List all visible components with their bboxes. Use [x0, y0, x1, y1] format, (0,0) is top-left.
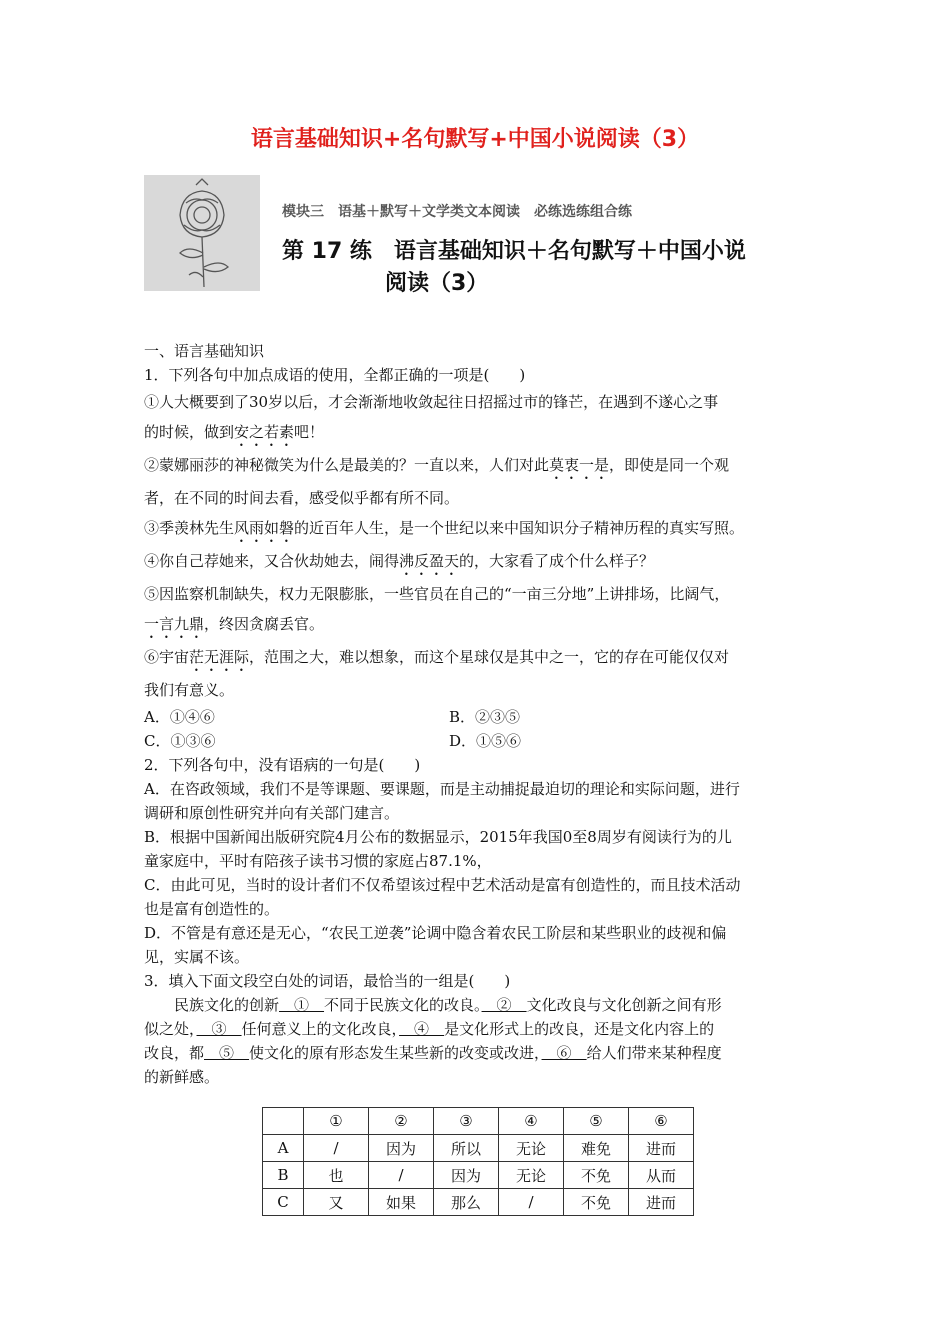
q2-option-b-cont: 童家庭中，平时有陪孩子读书习惯的家庭占87.1%，	[144, 852, 492, 870]
table-cell: 进而	[629, 1135, 694, 1162]
table-cell	[263, 1108, 304, 1135]
option-c: C．①③⑥	[144, 732, 216, 750]
content-body	[144, 339, 809, 1089]
dotted-idiom: 莫衷一是	[549, 456, 610, 474]
module-line: 模块三 语基＋默写＋文学类文本阅读 必练选练组合练	[282, 204, 632, 220]
exercise-title-continued: 阅读（3）	[385, 271, 489, 296]
q2-option-c-cont: 也是富有创造性的。	[144, 900, 280, 918]
question-1-stem: 1．下列各句中加点成语的使用，全都正确的一项是( )	[144, 366, 526, 384]
dotted-idiom: 一言九鼎	[144, 615, 205, 633]
table-row	[263, 1135, 694, 1162]
table-cell: /	[499, 1189, 564, 1216]
dotted-idiom: 风雨如磐	[234, 519, 295, 537]
table-cell: 也	[304, 1162, 369, 1189]
q1-sentence-4: ④你自己荐她来，又合伙劫她去，闹得沸反盈天的，大家看了成个什么样子？	[144, 552, 655, 570]
blank-6: ⑥	[541, 1044, 587, 1062]
q2-option-c: C．由此可见，当时的设计者们不仅希望该过程中艺术活动是富有创造性的，而且技术活动	[144, 876, 741, 894]
dotted-idiom: 沸反盈天	[399, 552, 460, 570]
q2-option-d: D．不管是有意还是无心，“农民工逆袭”论调中隐含着农民工阶层和某些职业的歧视和偏	[144, 924, 727, 942]
rose-illustration	[144, 175, 260, 291]
blank-5: ⑤	[204, 1044, 250, 1062]
table-cell: 从而	[629, 1162, 694, 1189]
dotted-idiom: 茫无涯际	[189, 648, 250, 666]
q1-options-row-2	[144, 729, 809, 753]
rose-icon	[144, 175, 260, 291]
blank-1: ①	[279, 996, 325, 1014]
q3-passage-line-4: 的新鲜感。	[144, 1068, 220, 1086]
section-heading: 一、语言基础知识	[144, 342, 265, 360]
q1-sentence-6: ⑥宇宙茫无涯际，范围之大，难以想象，而这个星球仅是其中之一，它的存在可能仅仅对	[144, 648, 730, 666]
table-cell: B	[263, 1162, 304, 1189]
q2-option-a: A．在咨政领域，我们不是等课题、要课题，而是主动捕捉最迫切的理论和实际问题，进行	[144, 780, 740, 798]
option-a: A．①④⑥	[144, 708, 215, 726]
blank-3: ③	[196, 1020, 242, 1038]
q1-sentence-6-cont: 我们有意义。	[144, 681, 235, 699]
option-b: B．②③⑤	[449, 708, 521, 726]
q1-sentence-3: ③季羡林先生风雨如磐的近百年人生，是一个世纪以来中国知识分子精神历程的真实写照。	[144, 519, 745, 537]
q1-sentence-2-cont: 者，在不同的时间去看，感受似乎都有所不同。	[144, 489, 460, 507]
q1-sentence-5: ⑤因监察机制缺失，权力无限膨胀，一些官员在自己的“一亩三分地”上讲排场，比阔气，	[144, 585, 730, 603]
table-cell: ④	[499, 1108, 564, 1135]
table-cell: ③	[434, 1108, 499, 1135]
table-header-row	[263, 1108, 694, 1135]
q2-option-a-cont: 调研和原创性研究并向有关部门建言。	[144, 804, 400, 822]
table-cell: 又	[304, 1189, 369, 1216]
q1-sentence-1: ①人大概要到了30岁以后，才会渐渐地收敛起往日招摇过市的锋芒，在遇到不遂心之事	[144, 393, 719, 411]
q3-passage-line-1: 民族文化的创新 ① 不同于民族文化的改良。 ② 文化改良与文化创新之间有形	[174, 996, 722, 1014]
table-cell: C	[263, 1189, 304, 1216]
question-3-stem: 3．填入下面文段空白处的词语，最恰当的一组是( )	[144, 972, 511, 990]
blank-2: ②	[481, 996, 527, 1014]
table-cell: 不免	[564, 1189, 629, 1216]
table-cell: 如果	[369, 1189, 434, 1216]
table-cell: ①	[304, 1108, 369, 1135]
dotted-idiom: 安之若素	[234, 423, 295, 441]
table-cell: 不免	[564, 1162, 629, 1189]
table-cell: ⑤	[564, 1108, 629, 1135]
table-cell: ②	[369, 1108, 434, 1135]
q1-sentence-5-cont: 一言九鼎，终因贪腐丢官。	[144, 615, 325, 633]
q1-sentence-1-cont: 的时候，做到安之若素吧！	[144, 423, 325, 441]
table-cell: /	[304, 1135, 369, 1162]
q3-passage-line-3: 改良，都 ⑤ 使文化的原有形态发生某些新的改变或改进， ⑥ 给人们带来某种程度	[144, 1044, 722, 1062]
answer-table	[262, 1107, 694, 1216]
table-cell: 无论	[499, 1162, 564, 1189]
blank-4: ④	[399, 1020, 445, 1038]
table-cell: A	[263, 1135, 304, 1162]
table-cell: 所以	[434, 1135, 499, 1162]
q1-options-row-1	[144, 705, 809, 729]
table-row	[263, 1162, 694, 1189]
page-title: 语言基础知识+名句默写+中国小说阅读（3）	[250, 127, 700, 152]
table-row	[263, 1189, 694, 1216]
table-cell: 因为	[434, 1162, 499, 1189]
exercise-title: 第 17 练 语言基础知识＋名句默写＋中国小说	[282, 239, 746, 264]
option-d: D．①⑤⑥	[449, 732, 522, 750]
table-cell: /	[369, 1162, 434, 1189]
q2-option-d-cont: 见，实属不该。	[144, 948, 250, 966]
table-cell: 无论	[499, 1135, 564, 1162]
table-cell: ⑥	[629, 1108, 694, 1135]
q1-sentence-2: ②蒙娜丽莎的神秘微笑为什么是最美的？一直以来，人们对此莫衷一是，即使是同一个观	[144, 456, 730, 474]
table-cell: 因为	[369, 1135, 434, 1162]
table-cell: 难免	[564, 1135, 629, 1162]
q2-option-b: B．根据中国新闻出版研究院4月公布的数据显示，2015年我国0至8周岁有阅读行为的儿	[144, 828, 732, 846]
table-cell: 进而	[629, 1189, 694, 1216]
q3-passage-line-2: 似之处， ③ 任何意义上的文化改良， ④ 是文化形式上的改良，还是文化内容上的	[144, 1020, 715, 1038]
question-2-stem: 2．下列各句中，没有语病的一句是( )	[144, 756, 421, 774]
table-cell: 那么	[434, 1189, 499, 1216]
